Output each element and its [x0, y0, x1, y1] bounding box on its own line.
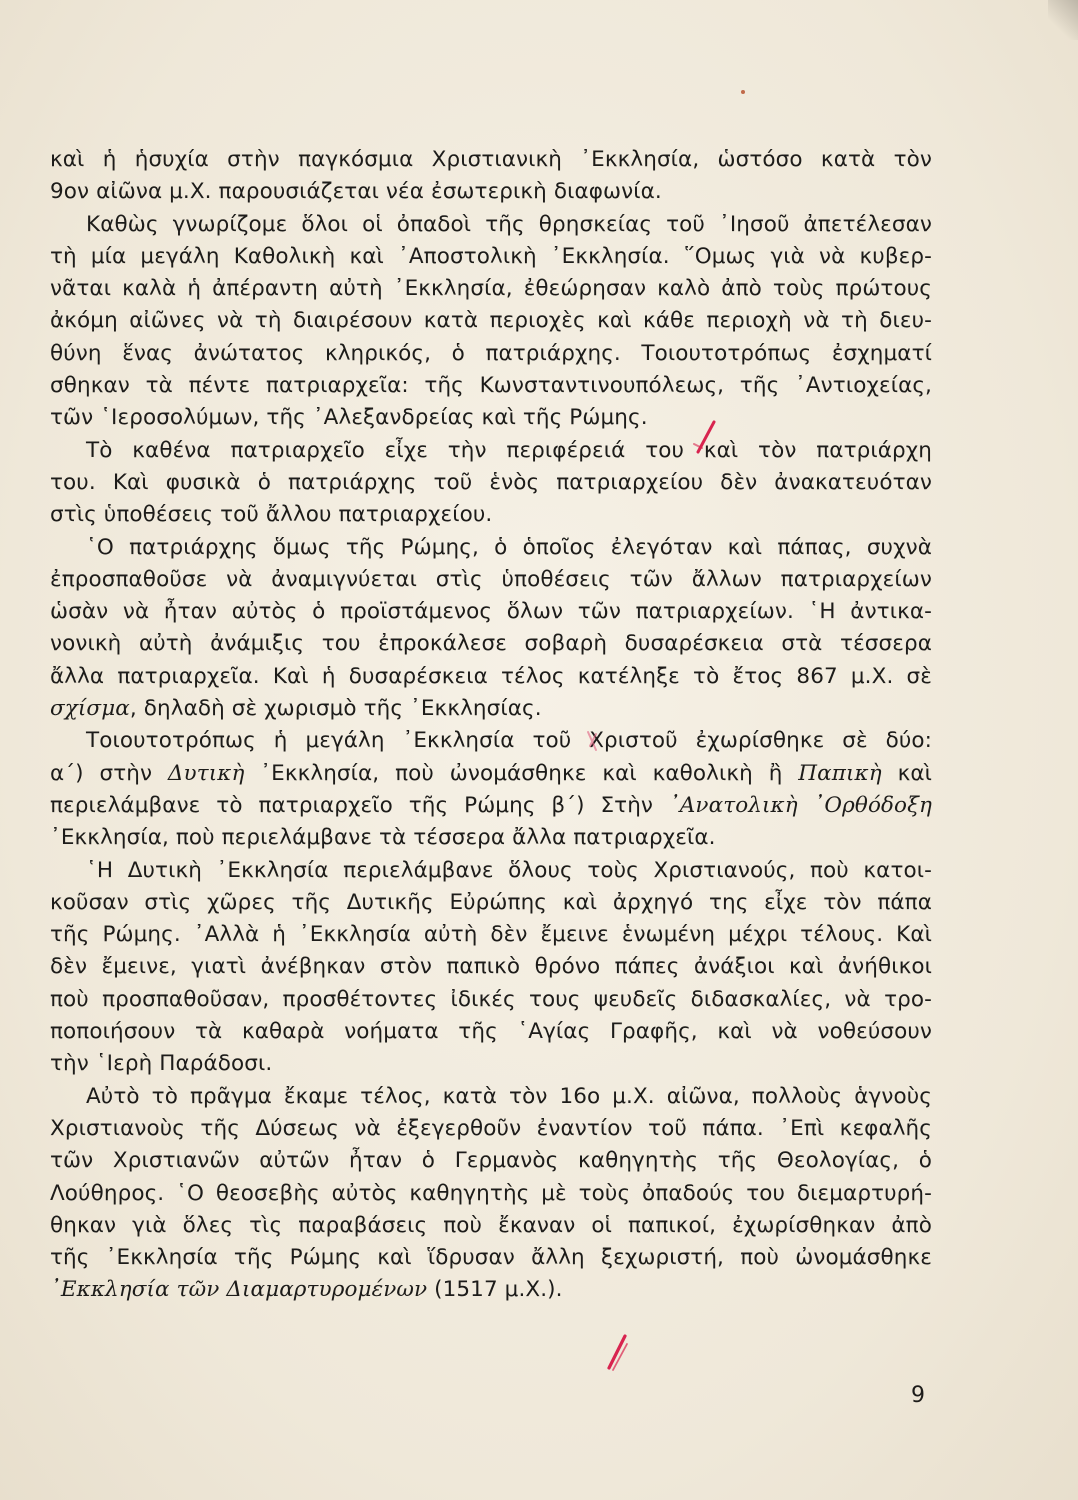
text-run: α΄) στὴν — [50, 760, 168, 786]
text-run: του. Καὶ φυσικὰ ὁ πατριάρχης τοῦ ἑνὸς πατριαρχείου δὲν ἀνακατευόταν — [50, 469, 932, 495]
text-line — [50, 951, 932, 983]
text-line — [50, 725, 932, 757]
text-run: καὶ — [881, 760, 932, 786]
text-run: θύνη ἕνας ἀνώτατος κληρικός, ὁ πατριάρχης. Τοιουτοτρόπως ἐσχηματί — [50, 340, 932, 366]
text-line — [50, 758, 932, 790]
text-line — [50, 919, 932, 951]
text-run: τῶν Χριστιανῶν αὐτῶν ἦταν ὁ Γερμανὸς καθηγητὴς τῆς Θεολογίας, ὁ — [50, 1148, 932, 1174]
text-run: Χριστιανοὺς τῆς Δύσεως νὰ ἐξεγερθοῦν ἐναντίον τοῦ πάπα. ᾿Επὶ κεφαλῆς — [50, 1115, 932, 1141]
body-text — [50, 144, 932, 1307]
text-run: Καθὼς γνωρίζομε ὅλοι οἱ ὀπαδοὶ τῆς θρησκείας τοῦ ᾿Ιησοῦ ἀπετέλεσαν — [86, 211, 932, 237]
italic-text-run: ᾿Εκκλησία τῶν Διαμαρτυρομένων — [50, 1277, 428, 1303]
text-run: θηκαν γιὰ ὅλες τὶς παραβάσεις ποὺ ἔκαναν οἱ παπικοί, ἐχωρίσθηκαν ἀπὸ — [50, 1212, 932, 1238]
text-line — [50, 1016, 932, 1048]
text-run: κοῦσαν στὶς χῶρες τῆς Δυτικῆς Εὐρώπης καὶ ἀρχηγό της εἶχε τὸν πάπα — [50, 889, 932, 915]
text-line — [50, 532, 932, 564]
text-line — [50, 338, 932, 370]
text-line — [50, 661, 932, 693]
text-line — [50, 1178, 932, 1210]
text-line — [50, 596, 932, 628]
text-line — [50, 370, 932, 402]
pen-check-mark-1 — [690, 418, 720, 458]
text-line — [50, 1145, 932, 1177]
text-run: (1517 μ.Χ.). — [427, 1277, 563, 1303]
text-run: ποποιήσουν τὰ καθαρὰ νοήματα τῆς ῾Αγίας Γραφῆς, καὶ νὰ νοθεύσουν — [50, 1019, 932, 1045]
text-line — [50, 628, 932, 660]
text-run: τὴν ῾Ιερὴ Παράδοσι. — [50, 1051, 273, 1077]
text-run: ᾿Εκκλησία, ποὺ ὠνομάσθηκε καὶ καθολικὴ ἢ — [244, 760, 799, 786]
text-run: ὡσὰν νὰ ἦταν αὐτὸς ὁ προϊστάμενος ὅλων τῶν πατριαρχείων. ῾Η ἀντικα- — [50, 599, 932, 625]
text-run: καὶ ἡ ἡσυχία στὴν παγκόσμια Χριστιανικὴ ᾿Εκκλησία, ὡστόσο κατὰ τὸν — [50, 147, 932, 172]
text-line — [50, 241, 932, 273]
italic-text-run: Δυτικὴ — [167, 760, 245, 786]
text-line — [50, 467, 932, 499]
text-run: τῶν ῾Ιεροσολύμων, τῆς ᾿Αλεξανδρείας καὶ τῆς Ρώμης. — [50, 405, 648, 431]
text-run: σθηκαν τὰ πέντε πατριαρχεῖα: τῆς Κωνσταντινουπόλεως, τῆς ᾿Αντιοχείας, — [50, 373, 932, 399]
text-line — [50, 855, 932, 887]
italic-text-run: Παπικὴ — [798, 760, 882, 786]
page-number: 9 — [911, 1383, 925, 1408]
text-run: ἀκόμη αἰῶνες νὰ τὴ διαιρέσουν κατὰ περιοχὲς καὶ κάθε περιοχὴ νὰ τὴ διευ- — [50, 308, 932, 334]
text-run: ἐπροσπαθοῦσε νὰ ἀναμιγνύεται στὶς ὑποθέσεις τῶν ἄλλων πατριαρχείων — [50, 566, 932, 592]
text-line — [50, 693, 932, 725]
text-run: ᾿Εκκλησία, ποὺ περιελάμβανε τὰ τέσσερα ἄλλα πατριαρχεῖα. — [50, 825, 716, 851]
text-line — [50, 499, 932, 531]
text-run: ποὺ προσπαθοῦσαν, προσθέτοντες ἰδικές τους ψευδεῖς διδασκαλίες, νὰ τρο- — [50, 986, 932, 1012]
text-run: στὶς ὑποθέσεις τοῦ ἄλλου πατριαρχείου. — [50, 502, 493, 528]
text-line — [50, 1048, 932, 1080]
text-run: 9ον αἰῶνα μ.Χ. παρουσιάζεται νέα ἐσωτερικὴ διαφωνία. — [50, 179, 662, 205]
text-line — [50, 1242, 932, 1274]
text-line — [50, 790, 932, 822]
text-line — [50, 887, 932, 919]
text-run: τῆς ᾿Εκκλησία τῆς Ρώμης καὶ ἵδρυσαν ἄλλη ξεχωριστή, ποὺ ὠνομάσθηκε — [50, 1245, 932, 1271]
italic-text-run: σχίσμα — [50, 696, 130, 722]
text-line — [50, 273, 932, 305]
page-corner-shadow — [1048, 0, 1078, 40]
text-run: ῾Ο πατριάρχης ὅμως τῆς Ρώμης, ὁ ὁποῖος ἐλεγόταν καὶ πάπας, συχνὰ — [86, 534, 932, 560]
text-line — [50, 1274, 932, 1306]
text-run: τὴ μία μεγάλη Καθολικὴ καὶ ᾿Αποστολικὴ ᾿Εκκλησία. ῞Ομως γιὰ νὰ κυβερ- — [50, 243, 932, 269]
text-line — [50, 435, 932, 467]
text-line — [50, 144, 932, 176]
text-run: δὲν ἔμεινε, γιατὶ ἀνέβηκαν στὸν παπικὸ θρόνο πάπες ἀνάξιοι καὶ ἀνήθικοι — [50, 954, 932, 980]
text-line — [50, 564, 932, 596]
pen-dot-mark — [582, 728, 604, 754]
text-run: νονικὴ αὐτὴ ἀνάμιξις του ἐπροκάλεσε σοβαρὴ δυσαρέσκεια στὰ τέσσερα — [50, 631, 932, 657]
text-run: , δηλαδὴ σὲ χωρισμὸ τῆς ᾿Εκκλησίας. — [129, 696, 542, 722]
text-run: ἄλλα πατριαρχεῖα. Καὶ ἡ δυσαρέσκεια τέλος κατέληξε τὸ ἔτος 867 μ.Χ. σὲ — [50, 663, 932, 689]
text-line — [50, 1081, 932, 1113]
text-run: Τὸ καθένα πατριαρχεῖο εἶχε τὴν περιφέρειά του καὶ τὸν πατριάρχη — [86, 437, 932, 463]
italic-text-run: ᾿Ανατολικὴ ᾿Ορθόδοξη — [668, 792, 933, 818]
pen-check-mark-2 — [603, 1330, 633, 1374]
text-run: τῆς Ρώμης. ᾿Αλλὰ ἡ ᾿Εκκλησία αὐτὴ δὲν ἔμεινε ἑνωμένη μέχρι τέλους. Καὶ — [50, 922, 932, 948]
ink-speck — [741, 90, 745, 94]
text-line — [50, 305, 932, 337]
text-line — [50, 1210, 932, 1242]
text-run: Λούθηρος. ῾Ο θεοσεβὴς αὐτὸς καθηγητὴς μὲ τοὺς ὀπαδούς του διεμαρτυρή- — [50, 1180, 932, 1206]
text-line — [50, 822, 932, 854]
text-run: Αὐτὸ τὸ πρᾶγμα ἔκαμε τέλος, κατὰ τὸν 16ο μ.Χ. αἰῶνα, πολλοὺς ἁγνοὺς — [86, 1083, 932, 1109]
text-line — [50, 402, 932, 434]
text-line — [50, 209, 932, 241]
text-line — [50, 984, 932, 1016]
text-run: νᾶται καλὰ ἡ ἀπέραντη αὐτὴ ᾿Εκκλησία, ἐθεώρησαν καλὸ ἀπὸ τοὺς πρώτους — [50, 276, 932, 302]
text-run: ῾Η Δυτικὴ ᾿Εκκλησία περιελάμβανε ὅλους τοὺς Χριστιανούς, ποὺ κατοι- — [86, 857, 932, 883]
text-line — [50, 176, 932, 208]
text-run: περιελάμβανε τὸ πατριαρχεῖο τῆς Ρώμης β΄) Στὴν — [50, 792, 669, 818]
text-run: Τοιουτοτρόπως ἡ μεγάλη ᾿Εκκλησία τοῦ Χριστοῦ ἐχωρίσθηκε σὲ δύο: — [86, 728, 932, 754]
text-line — [50, 1113, 932, 1145]
